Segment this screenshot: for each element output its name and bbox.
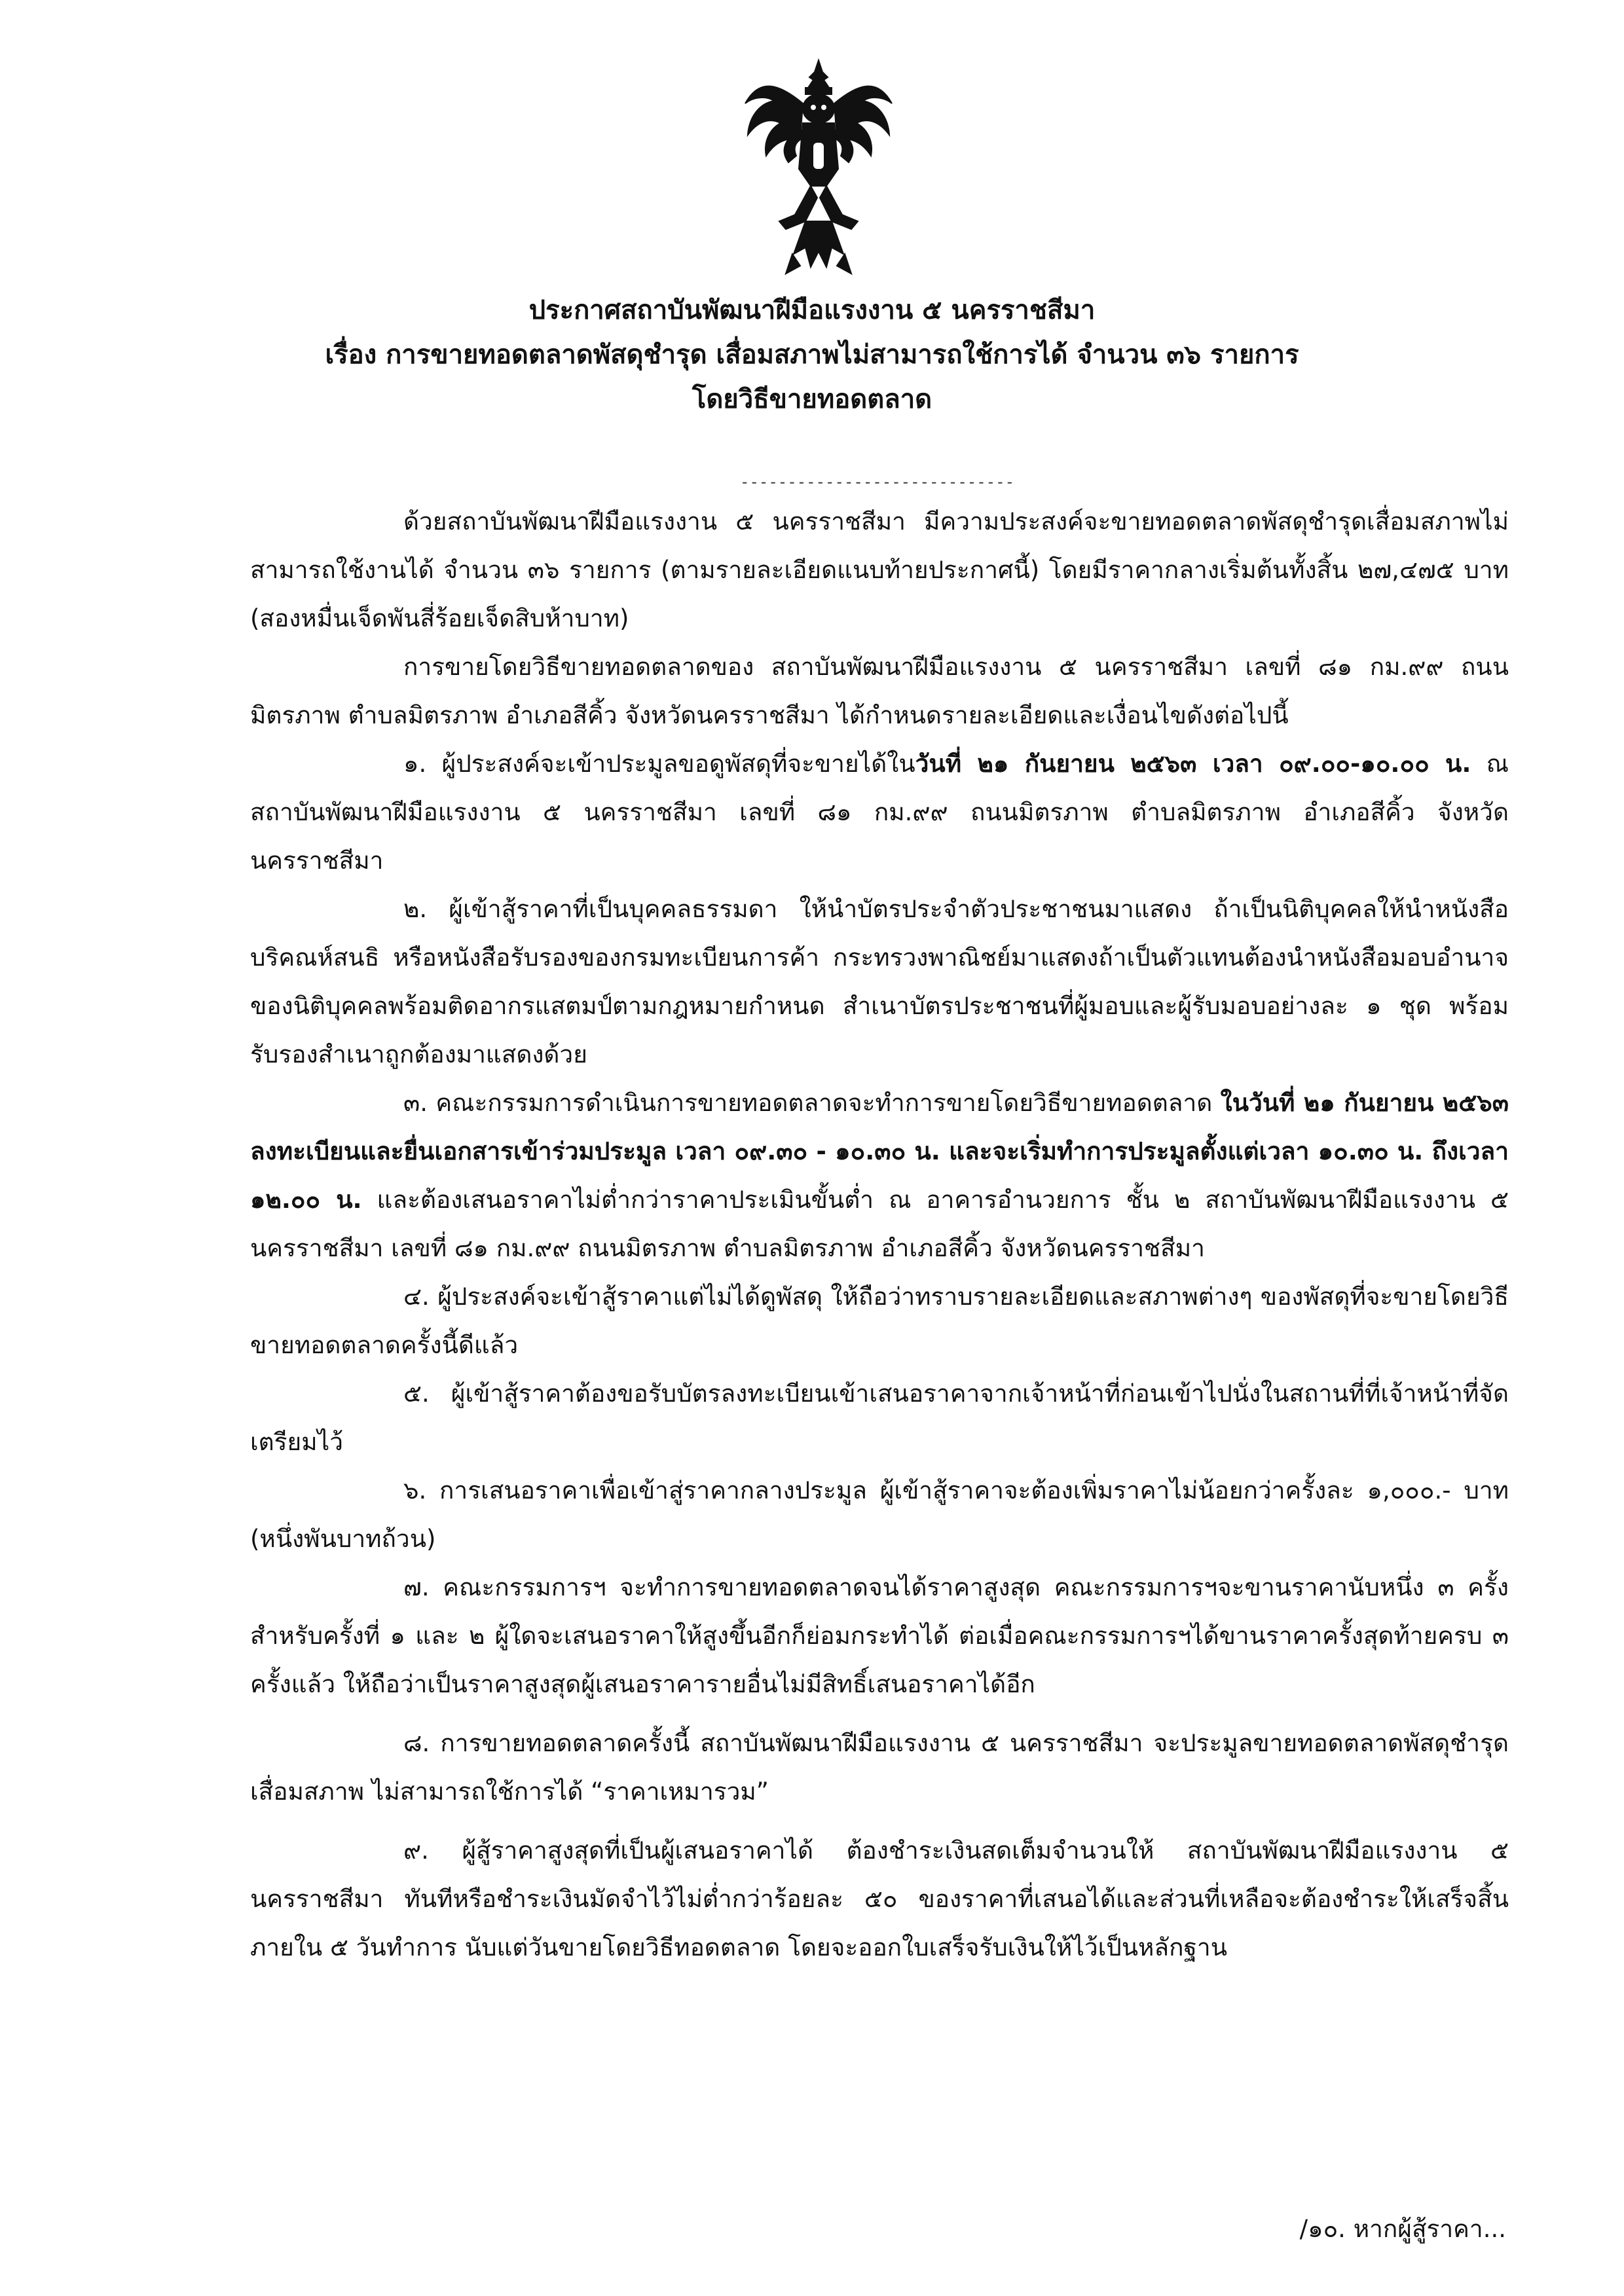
- condition-item-9: ๙. ผู้สู้ราคาสูงสุดที่เป็นผู้เสนอราคาได้ ต้องชำระเงินสดเต็มจำนวนให้ สถาบันพัฒนาฝีมือแรงงาน ๕ นครราชสีมา ทันทีหรือชำระเงินมัดจำไว้ไม่ต่ำกว่าร้อยละ ๕๐ ของราคาที่เสนอได้และส่วนที่เหลือจะต้องชำระให้เสร็จสิ้นภายใน ๕ วันทำการ นับแต่วันขายโดยวิธีทอดตลาด โดยจะออกใบเสร็จรับเงินให้ไว้เป็นหลักฐาน: [250, 1836, 1509, 1961]
- announcement-body: [250, 498, 1509, 1972]
- condition-item-3: [250, 1079, 1509, 1273]
- item-1-text-c: ณ สถาบันพัฒนาฝีมือแรงงาน ๕ นครราชสีมา เลขที่ ๘๑ กม.๙๙ ถนนมิตรภาพ ตำบลมิตรภาพ อำเภอสีคิ้ว จังหวัดนครราชสีมา: [250, 750, 1509, 875]
- paragraph-conditions: การขายโดยวิธีขายทอดตลาดของ สถาบันพัฒนาฝีมือแรงงาน ๕ นครราชสีมา เลขที่ ๘๑ กม.๙๙ ถนนมิตรภาพ ตำบลมิตรภาพ อำเภอสีคิ้ว จังหวัดนครราชสีมา ได้กำหนดรายละเอียดและเงื่อนไขดังต่อไปนี้: [250, 653, 1509, 729]
- announcement-header: [0, 288, 1624, 422]
- garuda-emblem-icon: [740, 58, 897, 277]
- condition-item-6: ๖. การเสนอราคาเพื่อเข้าสู่ราคากลางประมูล ผู้เข้าสู้ราคาจะต้องเพิ่มราคาไม่น้อยกว่าครั้งละ ๑,๐๐๐.- บาท (หนึ่งพันบาทถ้วน): [250, 1476, 1509, 1553]
- condition-item-4: ๔. ผู้ประสงค์จะเข้าสู้ราคาแต่ไม่ได้ดูพัสดุ ให้ถือว่าทราบรายละเอียดและสภาพต่างๆ ของพัสดุที่จะขายโดยวิธีขายทอดตลาดครั้งนี้ดีแล้ว: [250, 1283, 1509, 1359]
- header-subject: เรื่อง การขายทอดตลาดพัสดุชำรุด เสื่อมสภาพไม่สามารถใช้การได้ จำนวน ๓๖ รายการ: [325, 340, 1299, 370]
- item-1-date-bold: วันที่ ๒๑ กันยายน ๒๕๖๓ เวลา ๐๙.๐๐-๑๐.๐๐ น.: [915, 750, 1471, 778]
- item-3-text-a: ๓. คณะกรรมการดำเนินการขายทอดตลาดจะทำการขายโดยวิธีขายทอดตลาด: [403, 1089, 1221, 1117]
- header-divider: -----------------------------: [740, 473, 1015, 491]
- header-method: โดยวิธีขายทอดตลาด: [692, 384, 932, 414]
- condition-item-1: [250, 740, 1509, 885]
- condition-item-7: ๗. คณะกรรมการฯ จะทำการขายทอดตลาดจนได้ราคาสูงสุด คณะกรรมการฯจะขานราคานับหนึ่ง ๓ ครั้ง สำหรับครั้งที่ ๑ และ ๒ ผู้ใดจะเสนอราคาให้สูงขึ้นอีกก็ย่อมกระทำได้ ต่อเมื่อคณะกรรมการฯได้ขานราคาครั้งสุดท้ายครบ ๓ ครั้งแล้ว ให้ถือว่าเป็นราคาสูงสุดผู้เสนอราคารายอื่นไม่มีสิทธิ์เสนอราคาได้อีก: [250, 1573, 1509, 1698]
- item-3-date-bold: ในวันที่ ๒๑ กันยายน ๒๕๖๓ ลงทะเบียนและยื่นเอกสารเข้าร่วมประมูล เวลา ๐๙.๓๐ - ๑๐.๓๐ น. และจะเริ่มทำการประมูลตั้งแต่เวลา ๑๐.๓๐ น. ถึงเวลา ๑๒.๐๐ น.: [250, 1089, 1509, 1214]
- paragraph-intro: ด้วยสถาบันพัฒนาฝีมือแรงงาน ๕ นครราชสีมา มีความประสงค์จะขายทอดตลาดพัสดุชำรุดเสื่อมสภาพไม่สามารถใช้งานได้ จำนวน ๓๖ รายการ (ตามรายละเอียดแนบท้ายประกาศนี้) โดยมีราคากลางเริ่มต้นทั้งสิ้น ๒๗,๔๗๕ บาท (สองหมื่นเจ็ดพันสี่ร้อยเจ็ดสิบห้าบาท): [250, 507, 1509, 632]
- condition-item-8: ๘. การขายทอดตลาดครั้งนี้ สถาบันพัฒนาฝีมือแรงงาน ๕ นครราชสีมา จะประมูลขายทอดตลาดพัสดุชำรุด เสื่อมสภาพ ไม่สามารถใช้การได้ “ราคาเหมารวม”: [250, 1729, 1509, 1806]
- item-3-text-c: และต้องเสนอราคาไม่ต่ำกว่าราคาประเมินขั้นต่ำ ณ อาคารอำนวยการ ชั้น ๒ สถาบันพัฒนาฝีมือแรงงาน ๕ นครราชสีมา เลขที่ ๘๑ กม.๙๙ ถนนมิตรภาพ ตำบลมิตรภาพ อำเภอสีคิ้ว จังหวัดนครราชสีมา: [250, 1186, 1509, 1262]
- condition-item-5: ๕. ผู้เข้าสู้ราคาต้องขอรับบัตรลงทะเบียนเข้าเสนอราคาจากเจ้าหน้าที่ก่อนเข้าไปนั่งในสถานที่ที่เจ้าหน้าที่จัดเตรียมไว้: [250, 1379, 1509, 1456]
- condition-item-2: ๒. ผู้เข้าสู้ราคาที่เป็นบุคคลธรรมดา ให้นำบัตรประจำตัวประชาชนมาแสดง ถ้าเป็นนิติบุคคลให้นำหนังสือบริคณห์สนธิ หรือหนังสือรับรองของกรมทะเบียนการค้า กระทรวงพาณิชย์มาแสดงถ้าเป็นตัวแทนต้องนำหนังสือมอบอำนาจของนิติบุคคลพร้อมติดอากรแสตมป์ตามกฎหมายกำหนด สำเนาบัตรประชาชนที่ผู้มอบและผู้รับมอบอย่างละ ๑ ชุด พร้อมรับรองสำเนาถูกต้องมาแสดงด้วย: [250, 895, 1509, 1068]
- item-1-text-a: ๑. ผู้ประสงค์จะเข้าประมูลขอดูพัสดุที่จะขายได้ใน: [403, 750, 915, 778]
- header-title: ประกาศสถาบันพัฒนาฝีมือแรงงาน ๕ นครราชสีมา: [528, 295, 1096, 325]
- page-continuation: /๑๐. หากผู้สู้ราคา...: [1299, 2215, 1506, 2243]
